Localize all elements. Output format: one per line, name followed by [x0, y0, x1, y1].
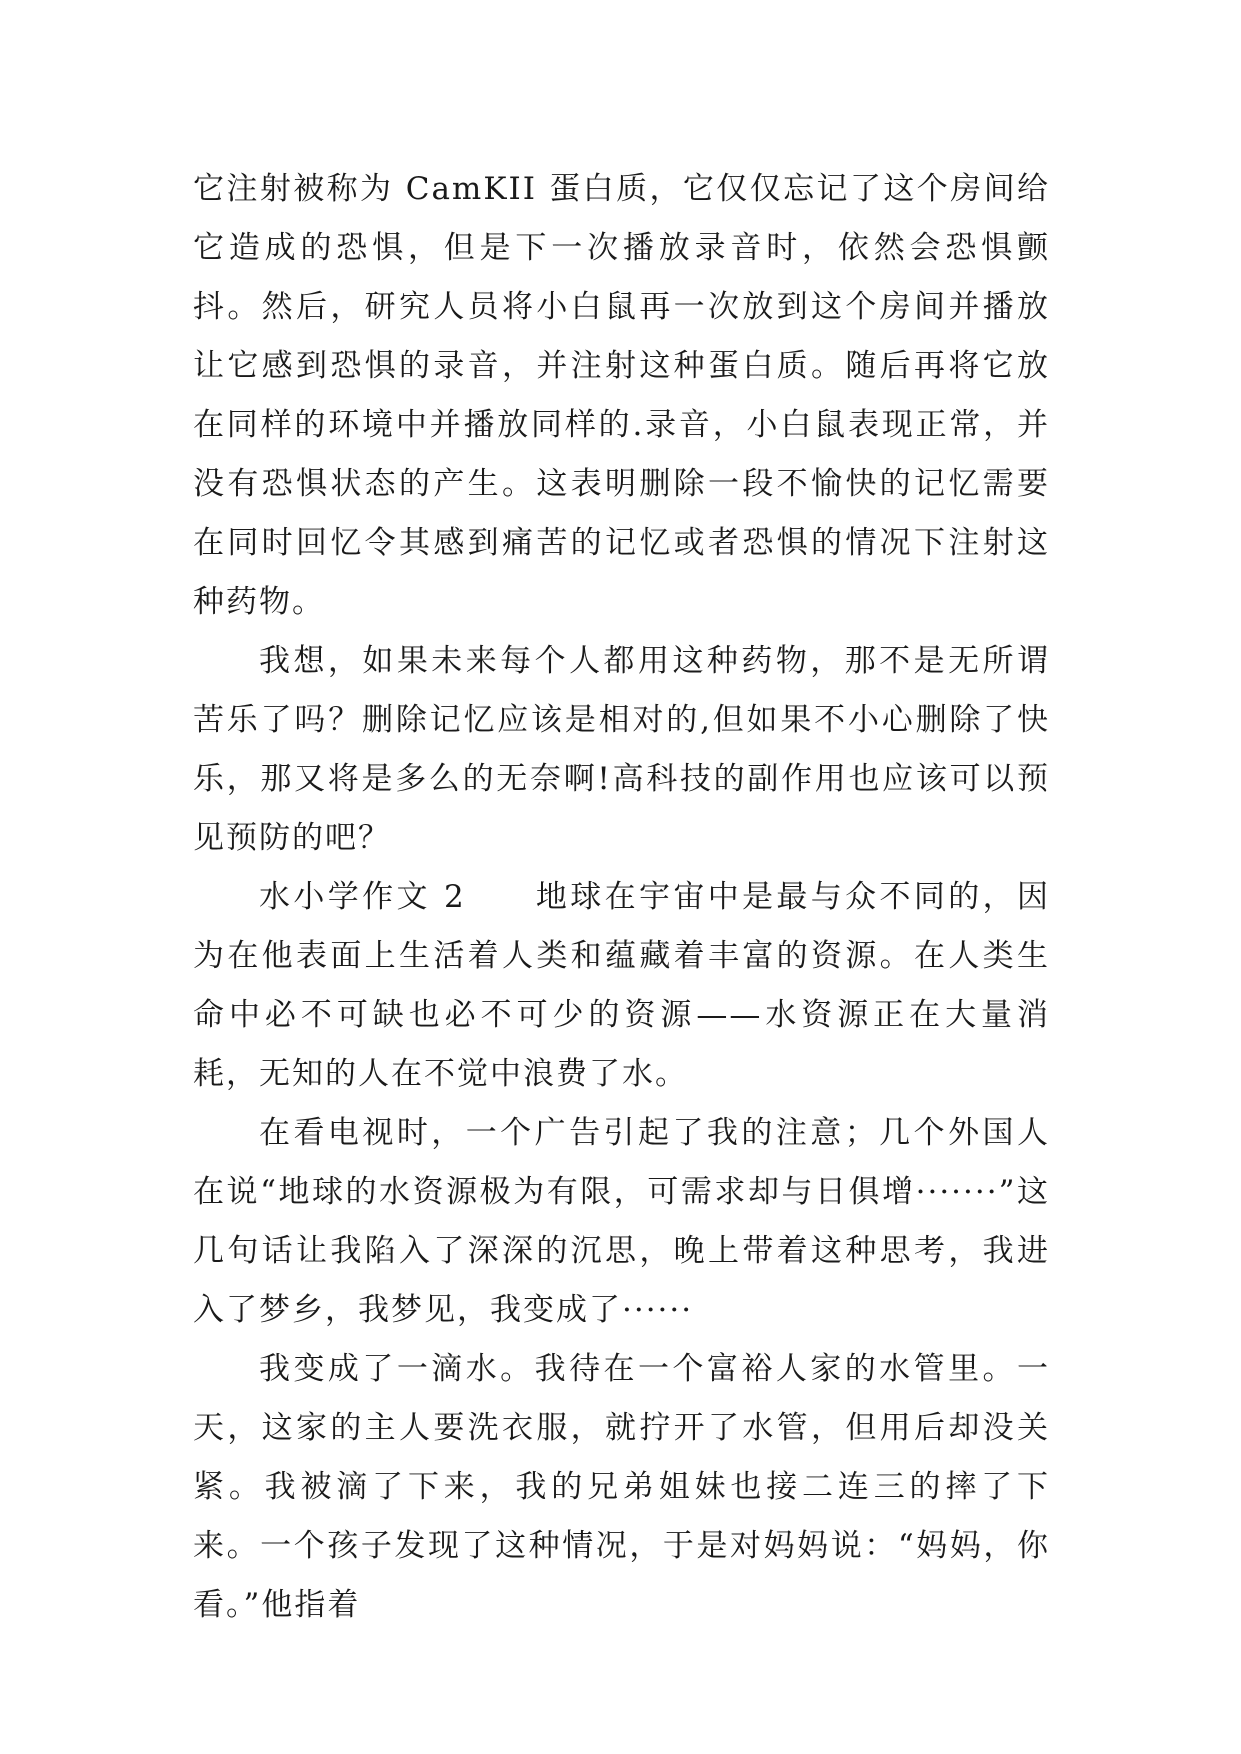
- paragraph-2: 我想，如果未来每个人都用这种药物，那不是无所谓苦乐了吗？删除记忆应该是相对的,但如果不小心删除了快乐，那又将是多么的无奈啊!高科技的副作用也应该可以预见预防的吧？: [193, 643, 1050, 856]
- paragraph-3: 水小学作文 2 地球在宇宙中是最与众不同的，因为在他表面上生活着人类和蕴藏着丰富的资源。在人类生命中必不可缺也必不可少的资源——水资源正在大量消耗，无知的人在不觉中浪费了水。: [193, 879, 1050, 1092]
- paragraph-5: 我变成了一滴水。我待在一个富裕人家的水管里。一天，这家的主人要洗衣服，就拧开了水管，但用后却没关紧。我被滴了下来，我的兄弟姐妹也接二连三的摔了下来。一个孩子发现了这种情况，于是对妈妈说：“妈妈，你看。”他指着: [193, 1351, 1050, 1623]
- paragraph-4: 在看电视时，一个广告引起了我的注意；几个外国人在说“地球的水资源极为有限，可需求却与日俱增·······”这几句话让我陷入了深深的沉思，晚上带着这种思考，我进入了梦乡，我梦见，我变成了······: [193, 1115, 1050, 1328]
- document-body: [193, 160, 1050, 1635]
- paragraph-1: 它注射被称为 CamKII 蛋白质，它仅仅忘记了这个房间给它造成的恐惧，但是下一次播放录音时，依然会恐惧颤抖。然后，研究人员将小白鼠再一次放到这个房间并播放让它感到恐惧的录音，并注射这种蛋白质。随后再将它放在同样的环境中并播放同样的.录音，小白鼠表现正常，并没有恐惧状态的产生。这表明删除一段不愉快的记忆需要在同时回忆令其感到痛苦的记忆或者恐惧的情况下注射这种药物。: [193, 171, 1050, 620]
